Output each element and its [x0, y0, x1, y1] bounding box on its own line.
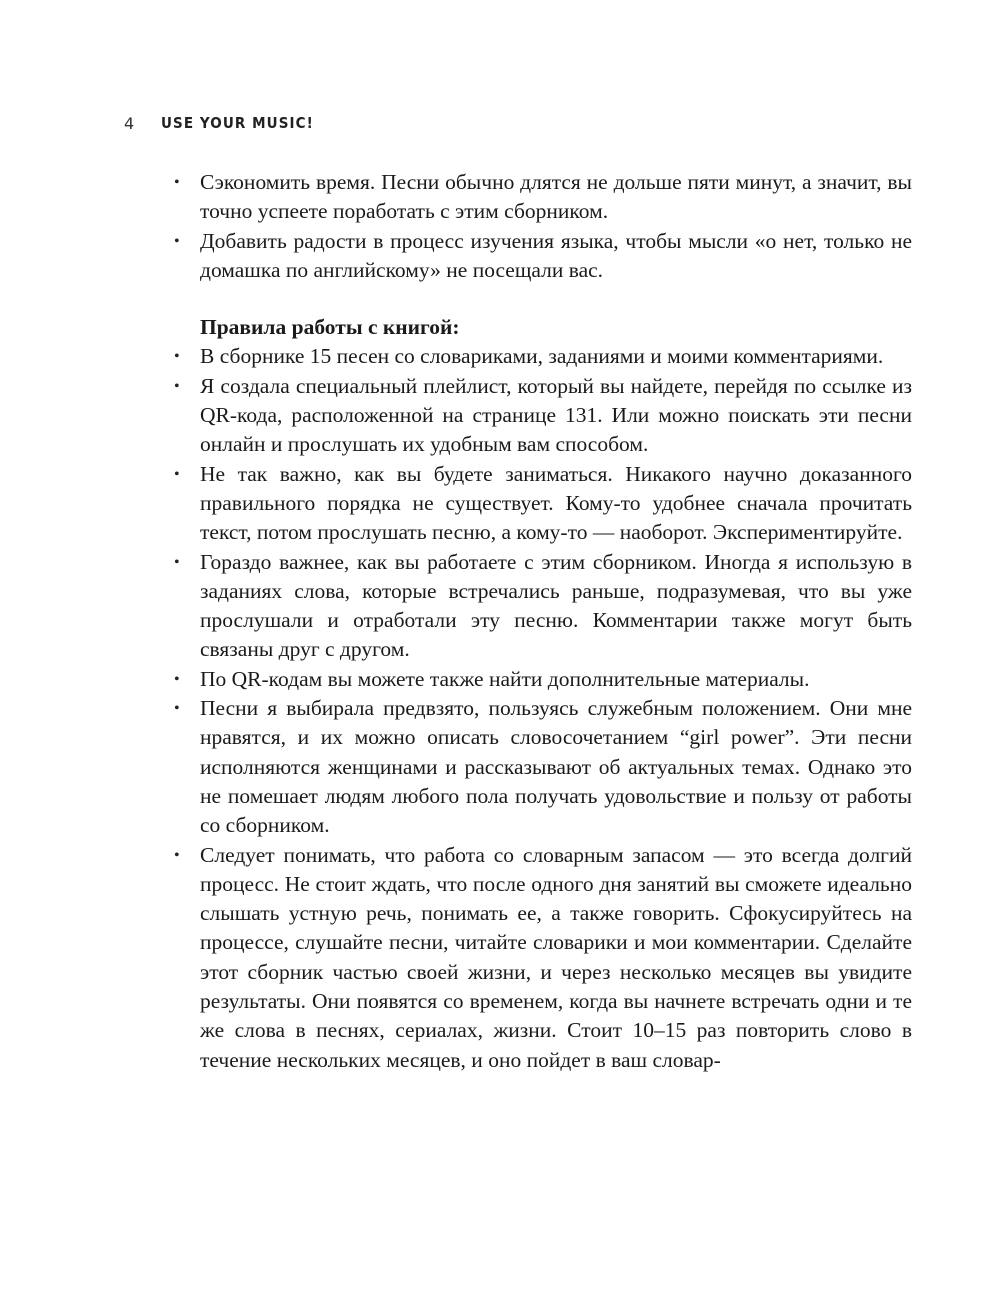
list-item: • Следует понимать, что работа со словарным запасом — это всегда долгий процесс. Не стоит ждать, что после одного дня занятий вы сможете идеально слышать устную речь, понимать ее, а также говорить. Сфокусируйтесь на процессе, слушайте песни, читайте словарики и мои комментарии. Сделайте этот сборник частью своей жизни, и через несколько месяцев вы увидите результаты. Они появятся со временем, когда вы начнете встречать одни и те же слова в песнях, сериалах, жизни. Стоит 10–15 раз повторить слово в течение нескольких месяцев, и оно пойдет в ваш словар-: [200, 841, 912, 1075]
page-body: [200, 168, 912, 1075]
intro-list: [200, 168, 912, 285]
section-gap: [200, 285, 912, 313]
list-item: • Добавить радости в процесс изучения языка, чтобы мысли «о нет, только не домашка по английскому» не посещали вас.: [200, 227, 912, 286]
rules-list: [200, 342, 912, 1074]
running-head: [0, 114, 1000, 138]
list-item: • По QR-кодам вы можете также найти дополнительные материалы.: [200, 665, 912, 694]
list-item: • Сэкономить время. Песни обычно длятся не дольше пяти минут, а значит, вы точно успеете поработать с этим сборником.: [200, 168, 912, 227]
page-number: 4: [124, 114, 135, 133]
book-title: USE YOUR MUSIC!: [161, 114, 314, 132]
list-item: • Не так важно, как вы будете заниматься. Никакого научно доказанного правильного порядка не существует. Кому-то удобнее сначала прочитать текст, потом прослушать песню, а кому-то — наоборот. Экспериментируйте.: [200, 460, 912, 548]
list-item: • Гораздо важнее, как вы работаете с этим сборником. Иногда я использую в заданиях слова, которые встречались раньше, подразумевая, что вы уже прослушали и отработали эту песню. Комментарии также могут быть связаны друг с другом.: [200, 548, 912, 665]
list-item: • В сборнике 15 песен со словариками, заданиями и моими комментариями.: [200, 342, 912, 371]
list-item: • Песни я выбирала предвзято, пользуясь служебным положением. Они мне нравятся, и их можно описать словосочетанием “girl power”. Эти песни исполняются женщинами и рассказывают об актуальных темах. Однако это не помешает людям любого пола получать удовольствие и пользу от работы со сборником.: [200, 694, 912, 840]
list-item: • Я создала специальный плейлист, который вы найдете, перейдя по ссылке из QR-кода, расположенной на странице 131. Или можно поискать эти песни онлайн и прослушать их удобным вам способом.: [200, 372, 912, 460]
section-heading: Правила работы с книгой:: [200, 315, 460, 340]
